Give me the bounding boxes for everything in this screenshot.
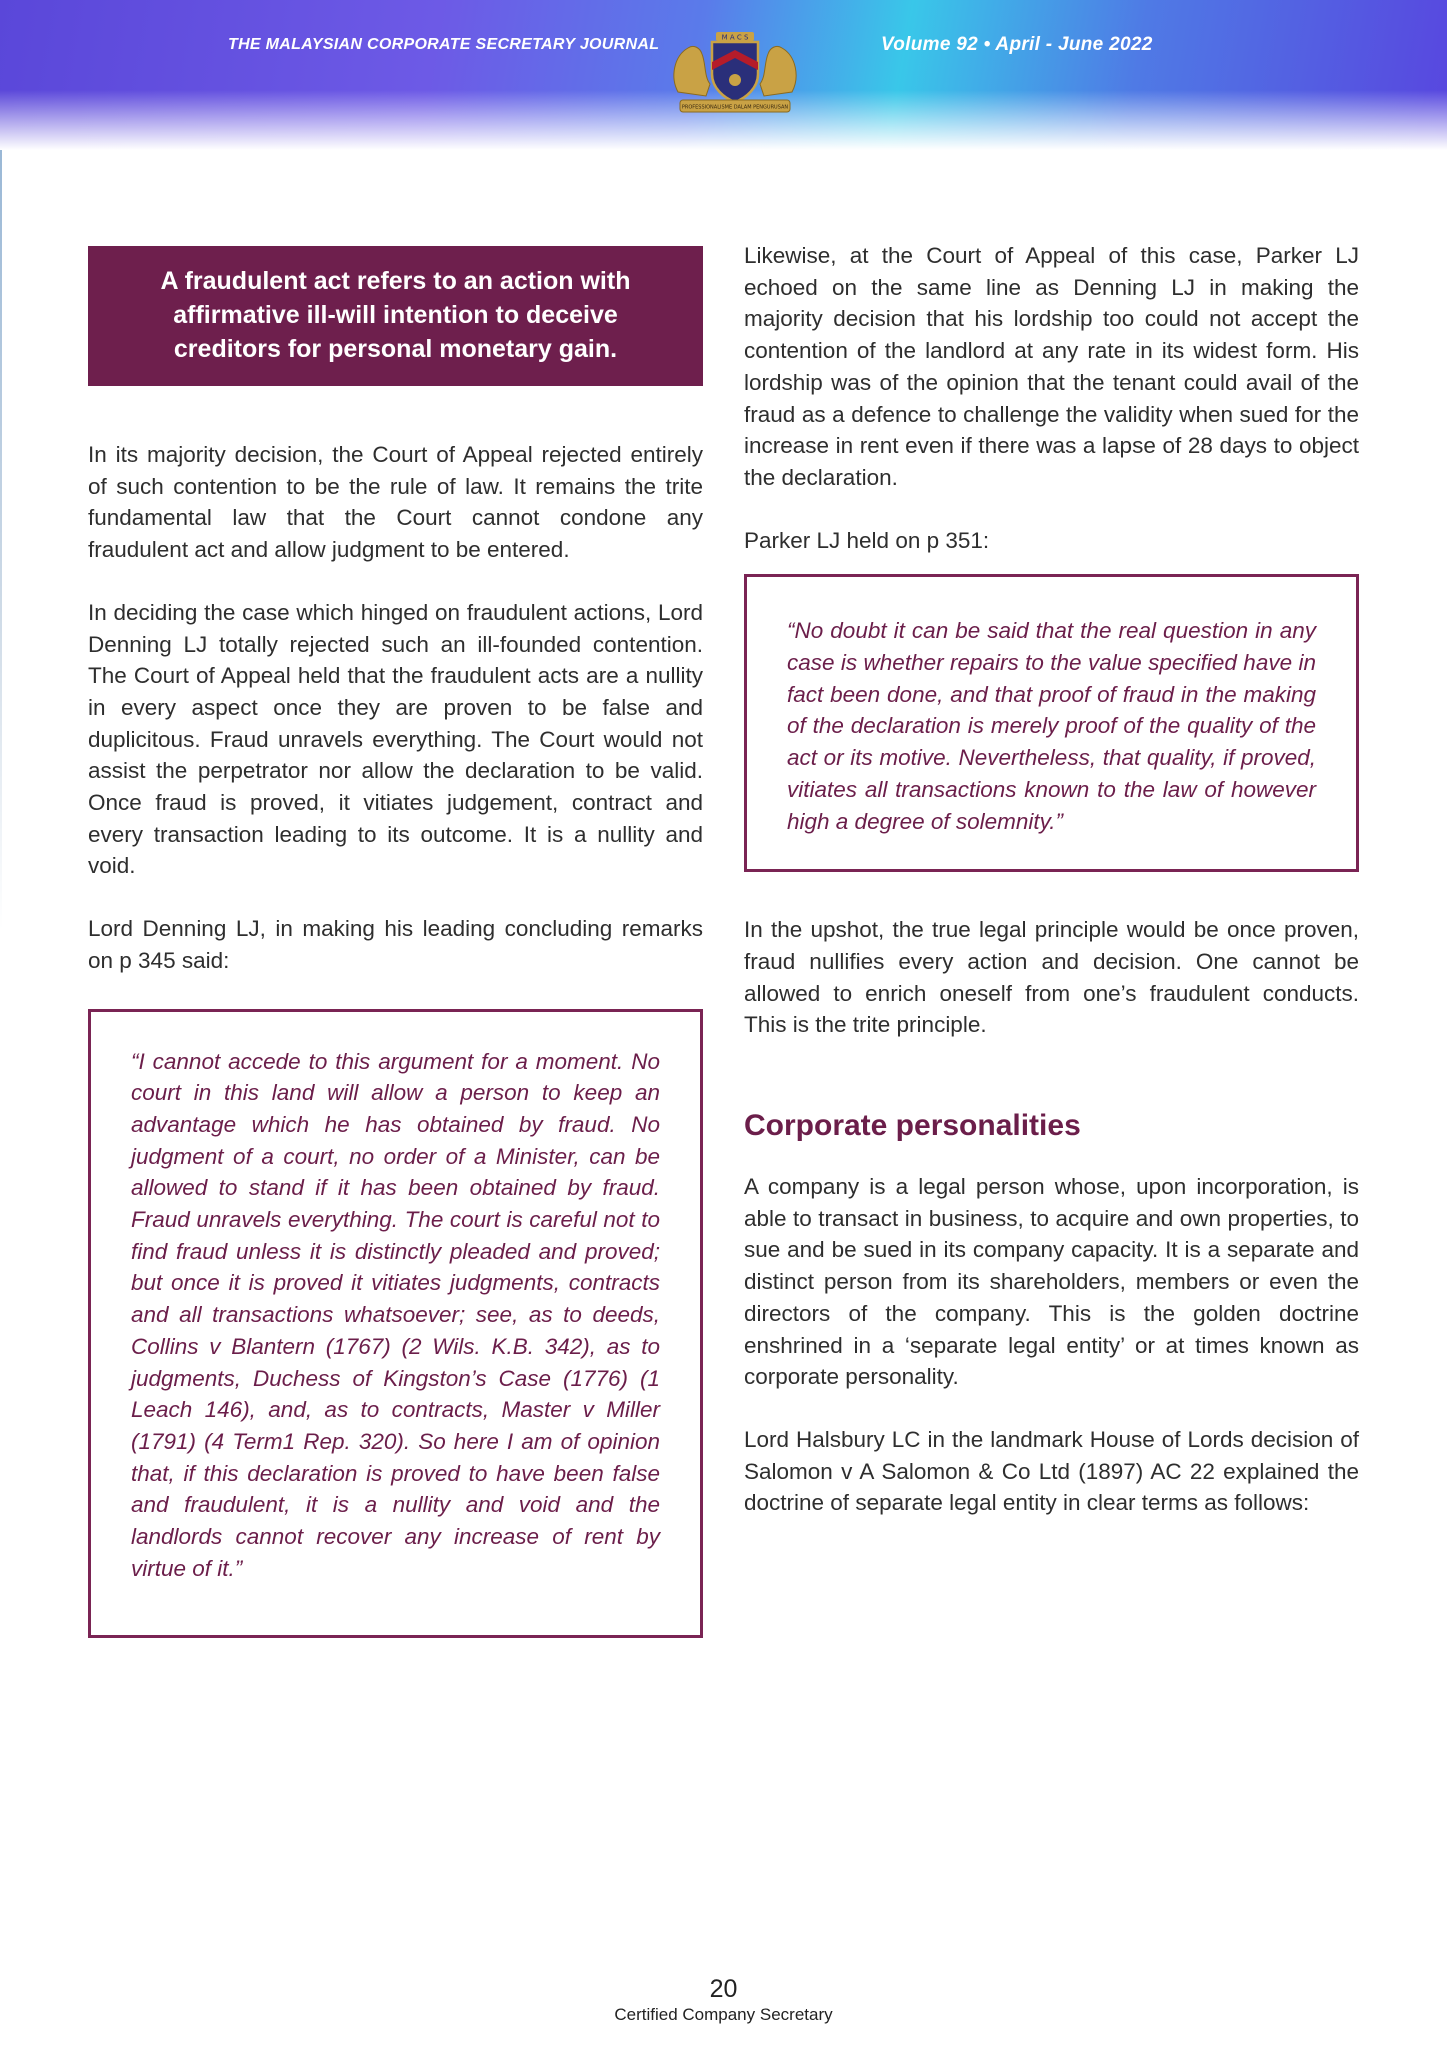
body-paragraph: Parker LJ held on p 351: bbox=[744, 527, 990, 553]
crest-motto: PROFESSIONALISME DALAM PENGURUSAN bbox=[681, 104, 789, 111]
body-paragraph: A company is a legal person whose, upon incorporation, is able to transact in business, to acquire and own properties, to sue and be sued in its company capacity. It is a separate and distinct person from its shareholders, members or even the directors of the company. This is the golden doctrine enshrined in a ‘separate legal entity’ or at times known as corporate personality. bbox=[744, 1174, 1359, 1390]
page-edge-line bbox=[0, 150, 2, 930]
crest-logo bbox=[660, 22, 810, 118]
body-paragraph: Likewise, at the Court of Appeal of this case, Parker LJ echoed on the same line as Denning LJ in making the majority decision that his lordship too could not accept the contention of the landlord at any rate in its widest form. His lordship was of the opinion that the tenant could avail of the fraud as a defence to challenge the validity when sued for the increase in rent even if there was a lapse of 28 days to object the declaration. bbox=[744, 243, 1359, 490]
body-paragraph: Lord Halsbury LC in the landmark House of Lords decision of Salomon v A Salomon & Co Ltd (1897) AC 22 explained the doctrine of separate legal entity in clear terms as follows: bbox=[744, 1426, 1359, 1516]
body-paragraph: In its majority decision, the Court of Appeal rejected entirely of such contention to be the rule of law. It remains the trite fundamental law that the Court cannot condone any fraudulent act and allow judgment to be entered. bbox=[88, 442, 703, 563]
pull-quote-callout: A fraudulent act refers to an action with affirmative ill-will intention to deceive creditors for personal monetary gain. bbox=[88, 246, 703, 386]
body-paragraph: In the upshot, the true legal principle would be once proven, fraud nullifies every action and decision. One cannot be allowed to enrich oneself from one’s fraudulent conducts. This is the trite principle. bbox=[744, 917, 1359, 1038]
crest-top-text: M A C S bbox=[721, 33, 749, 42]
volume-info: Volume 92 • April - June 2022 bbox=[881, 34, 1153, 55]
footer-caption: Certified Company Secretary bbox=[614, 2005, 833, 2024]
body-paragraph: In deciding the case which hinged on fraudulent actions, Lord Denning LJ totally rejected such an ill-founded contention. The Court of Appeal held that the fraudulent acts are a nullity in every aspect once they are proven to be false and duplicitous. Fraud unravels everything. The Court would not assist the perpetrator nor allow the declaration to be valid. Once fraud is proved, it vitiates judgement, contract and every transaction leading to its outcome. It is a nullity and void. bbox=[88, 599, 703, 879]
left-column bbox=[88, 246, 703, 1638]
page-header bbox=[0, 0, 1447, 150]
page-number: 20 bbox=[709, 1975, 738, 2003]
right-column bbox=[744, 240, 1359, 1550]
denning-quote-box: “I cannot accede to this argument for a moment. No court in this land will allow a person to keep an advantage which he has obtained by fraud. No judgment of a court, no order of a Minister, can be allowed to stand if it has been obtained by fraud. Fraud unravels everything. The court is careful not to find fraud unless it is distinctly pleaded and proved; but once it is proved it vitiates judgments, contracts and all transactions whatsoever; see, as to deeds, Collins v Blantern (1767) (2 Wils. K.B. 342), as to judgments, Duchess of Kingston’s Case (1776) (1 Leach 146), and, as to contracts, Master v Miller (1791) (4 Term1 Rep. 320). So here I am of opinion that, if this declaration is proved to have been false and fraudulent, it is a nullity and void and the landlords cannot recover any increase of rent by virtue of it.” bbox=[88, 1009, 703, 1638]
parker-quote-box: “No doubt it can be said that the real question in any case is whether repairs to the value specified have in fact been done, and that proof of fraud in the making of the declaration is merely proof of the quality of the act or its motive. Nevertheless, that quality, if proved, vitiates all transactions known to the law of however high a degree of solemnity.” bbox=[744, 574, 1359, 872]
journal-title: THE MALAYSIAN CORPORATE SECRETARY JOURNAL bbox=[228, 36, 660, 53]
body-paragraph: Lord Denning LJ, in making his leading concluding remarks on p 345 said: bbox=[88, 916, 703, 973]
section-heading: Corporate personalities bbox=[744, 1109, 1081, 1143]
